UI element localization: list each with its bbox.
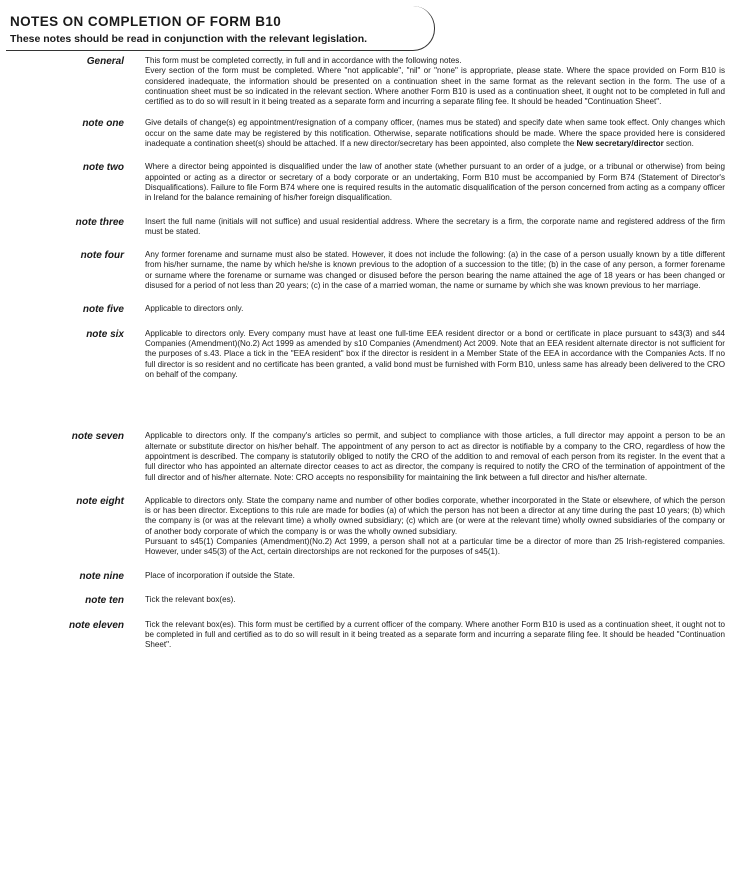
note-text: [145, 118, 725, 149]
note-text: Tick the relevant box(es). This form must be certified by a current officer of the company. Where another Form B10 is used as a continuation sheet, it ought not to be completed in full and certified as to do so will result in it being treated as a separate form and incurring a separate filing fee. It should be headed "Continuation Sheet".: [145, 619, 725, 650]
note-text: Applicable to directors only. If the company's articles so permit, and subject to compliance with those articles, a full director may appoint a person to be an alternate or substitute director on his/her behalf. The appointment of any person to act as director is notifiable by a company to the CRO, regardless of how the appointment is described. The company is statutorily obliged to notify the CRO of the addition to and removal of each person from its register. In the event that a full director who has appointed an alternate director ceases to act as director, the company is required to notify the CRO of the termination of appointment of the full director and of his/her alternate. Note: CRO accepts no responsibility for maintaining the link between a full director and his/her alternate.: [145, 431, 725, 482]
note-label: note ten: [85, 595, 124, 607]
note-text: Where a director being appointed is disqualified under the law of another state (whether pursuant to an order of a judge, or a tribunal or otherwise) from being appointed or acting as a director or secretary of a body corporate or an undertaking, Form B10 must be accompanied by Form B74 (Statement of Director's Disqualifications). Failure to file Form B74 where one is required results in the automatic disqualification of the person concerned from acting as a company officer in Ireland for the balance remaining of his/her foreign disqualification.: [145, 162, 725, 203]
note-label: note eight: [76, 495, 124, 507]
note-text: [145, 56, 725, 107]
note-text-end: section.: [663, 139, 694, 149]
note-three: [0, 217, 750, 238]
page-subtitle: These notes should be read in conjunction with the relevant legislation.: [10, 33, 368, 45]
note-label: note five: [82, 304, 124, 316]
note-eight: [0, 496, 750, 558]
note-five: [0, 304, 750, 316]
note-text-start: Give details of change(s) eg appointment/resignation of a company officer, (names mus be stated) and specify date when same took effect. Only changes which occur on the same date may be registered by this notification. Otherwise, separate notifications should be made. Where the space provided here is considered inadequate a contination sheet(s) should be attached. If a new director/secretary has been appointed, also complete the: [145, 118, 725, 149]
note-seven: [0, 431, 750, 482]
note-label: note seven: [71, 431, 124, 443]
page-title: NOTES ON COMPLETION OF FORM B10: [10, 14, 282, 29]
note-paragraph: Pursuant to s45(1) Companies (Amendment)(No.2) Act 1999, a person shall not at a particular time be a director of more than 25 Irish-registered companies. However, under s45(3) of the Act, certain directorships are not reckoned for the purposes of s45(1).: [145, 537, 725, 557]
notes-list: [0, 56, 750, 650]
note-text: Tick the relevant box(es).: [145, 595, 236, 605]
note-general: [0, 56, 750, 107]
note-paragraph: Applicable to directors only. State the company name and number of other bodies corporate, whether incorporated in the State or elsewhere, of which the person is or has been director. Exceptions to this rule are made for bodies (a) of which the person has not been a director at any time during the past 10 years; (b) which the company is (or was at the relevant time) a wholly owned subsidiary; (c) which are (or were at the relevant time) wholly owned subsidiaries of the company or of another body corporate of which the company is or was the wholly owned subsidiary.: [145, 495, 725, 536]
note-label: note nine: [79, 570, 124, 582]
note-ten: [0, 595, 750, 607]
note-six: [0, 329, 750, 380]
header-box: [6, 6, 435, 51]
note-text: Applicable to directors only.: [145, 304, 244, 314]
note-label: note six: [86, 328, 124, 340]
note-paragraph: This form must be completed correctly, in full and in accordance with the following notes.: [145, 56, 462, 65]
note-text: [145, 496, 725, 558]
note-label: note three: [75, 216, 124, 228]
note-paragraph: Every section of the form must be completed. Where "not applicable", "nil" or "none" is appropriate, please state. Where the space provided on Form B10 is considered inadequate, the information should be presented on a continuation sheet in the same format as the relevant section in the form. The use of a continuation sheet must be so indicated in the relevant section. Where another Form B10 is used as a continuation sheet, it ought not to be completed in full and certified as to do so will result in it being treated as a separate form and incurring a separate filing fee. It should be headed "Continuation Sheet".: [145, 66, 725, 107]
note-label: note one: [82, 118, 124, 130]
note-text: Insert the full name (initials will not suffice) and usual residential address. Where the secretary is a firm, the corporate name and registered address of the firm must be stated.: [145, 216, 725, 236]
note-label: note four: [80, 250, 124, 262]
note-label: General: [86, 56, 124, 67]
note-eleven: [0, 620, 750, 651]
note-text: Place of incorporation if outside the State.: [145, 570, 295, 580]
note-four: [0, 250, 750, 291]
note-text: Any former forename and surname must also be stated. However, it does not include the following: (a) in the case of a person usually known by a title different from his/her surname, the name by which he/she is known previous to the adoption of a succession to the title; (b) in the case of any person, a former forename or surname where the forename or surname was changed or disused before the person bearing the name attained the age of 18 years or has been changed or disused for a period of not less than 20 years; (c) in the case of a married woman, the name or surname by which she was known previous to her marriage.: [145, 250, 725, 291]
note-nine: [0, 571, 750, 583]
note-text: Applicable to directors only. Every company must have at least one full-time EEA resident director or a bond or certificate in place pursuant to s43(3) and s44 Companies (Amendment)(No.2) Act 1999 as amended by s10 Companies (Amendment) Act 2009. Note that an EEA resident alternate director is not sufficient for the purposes of s.43. Place a tick in the "EEA resident" box if the director is resident in a Member State of the EEA in accordance with the Companies Acts. If no full director is so resident and no certificate has been granted, a valid bond must be furnished with Form B10, unless same has already been delivered to the CRO on behalf of the company.: [145, 328, 725, 380]
note-label: note two: [82, 162, 124, 174]
note-label: note eleven: [68, 619, 124, 631]
note-two: [0, 162, 750, 203]
note-one: [0, 118, 750, 149]
note-text-bold: New secretary/director: [576, 139, 664, 149]
